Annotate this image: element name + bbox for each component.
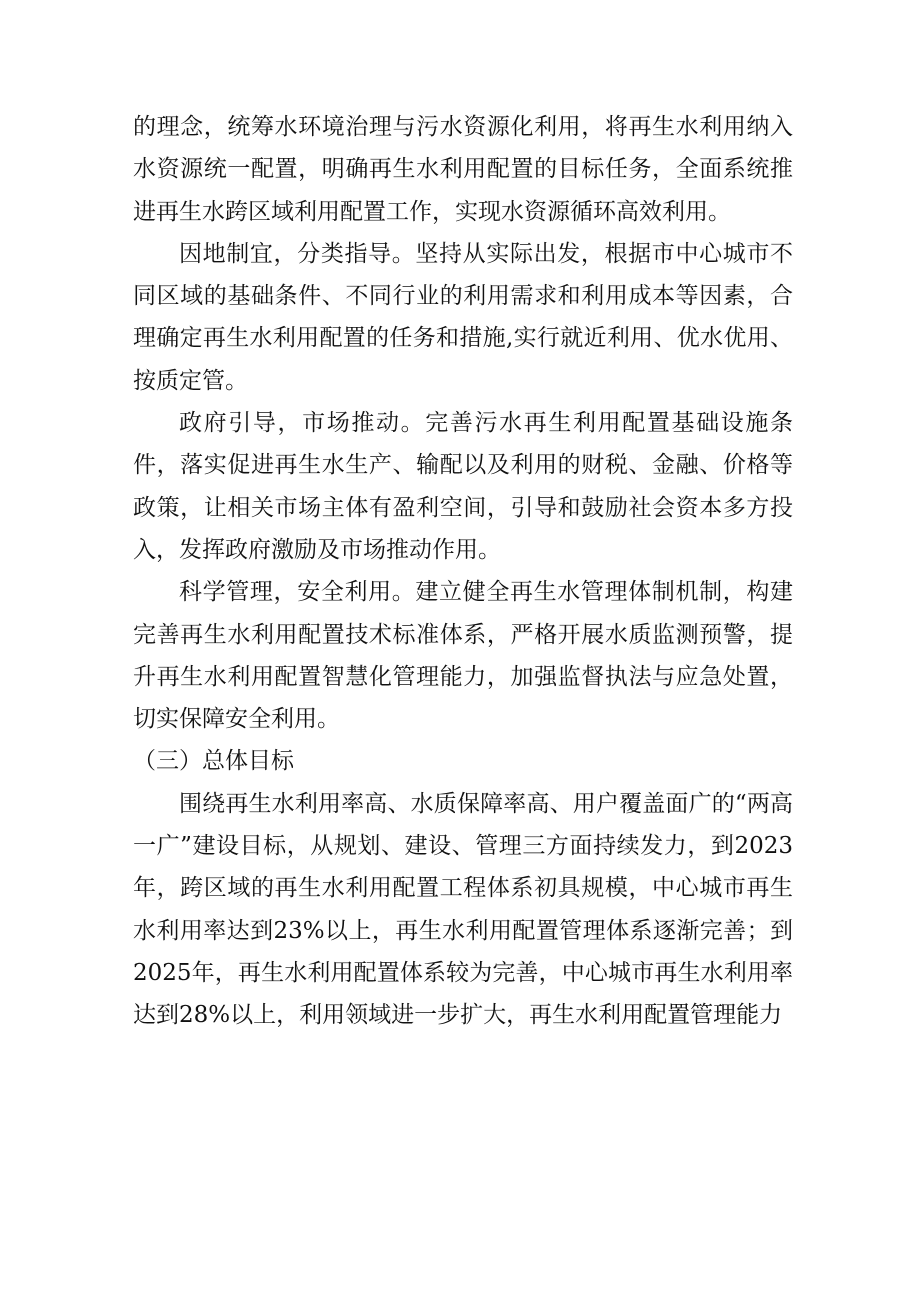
- paragraph-adapt-local-conditions: 因地制宜，分类指导。坚持从实际出发，根据市中心城市不同区域的基础条件、不同行业的利用需求和利用成本等因素，合理确定再生水利用配置的任务和措施,实行就近利用、优水优用、按质定管。: [133, 240, 793, 394]
- document-body: [133, 106, 793, 1037]
- paragraph-scientific-management: 科学管理，安全利用。建立健全再生水管理体制机制，构建完善再生水利用配置技术标准体系，严格开展水质监测预警，提升再生水利用配置智慧化管理能力，加强监督执法与应急处置，切实保障安全利用。: [133, 579, 793, 733]
- section-heading-overall-goals: （三）总体目标: [133, 748, 294, 775]
- paragraph-continuation: 的理念，统筹水环境治理与污水资源化利用，将再生水利用纳入水资源统一配置，明确再生水利用配置的目标任务，全面系统推进再生水跨区域利用配置工作，实现水资源循环高效利用。: [133, 114, 793, 225]
- paragraph-government-guidance: 政府引导，市场推动。完善污水再生利用配置基础设施条件，落实促进再生水生产、输配以及利用的财税、金融、价格等政策，让相关市场主体有盈利空间，引导和鼓励社会资本多方投入，发挥政府激励及市场推动作用。: [133, 410, 793, 563]
- paragraph-overall-goals: 围绕再生水利用率高、水质保障率高、用户覆盖面广的“两高一广”建设目标，从规划、建设、管理三方面持续发力，到2023年，跨区域的再生水利用配置工程体系初具规模，中心城市再生水利用率达到23%以上，再生水利用配置管理体系逐渐完善；到2025年，再生水利用配置体系较为完善，中心城市再生水利用率达到28%以上，利用领域进一步扩大，再生水利用配置管理能力: [133, 790, 793, 1029]
